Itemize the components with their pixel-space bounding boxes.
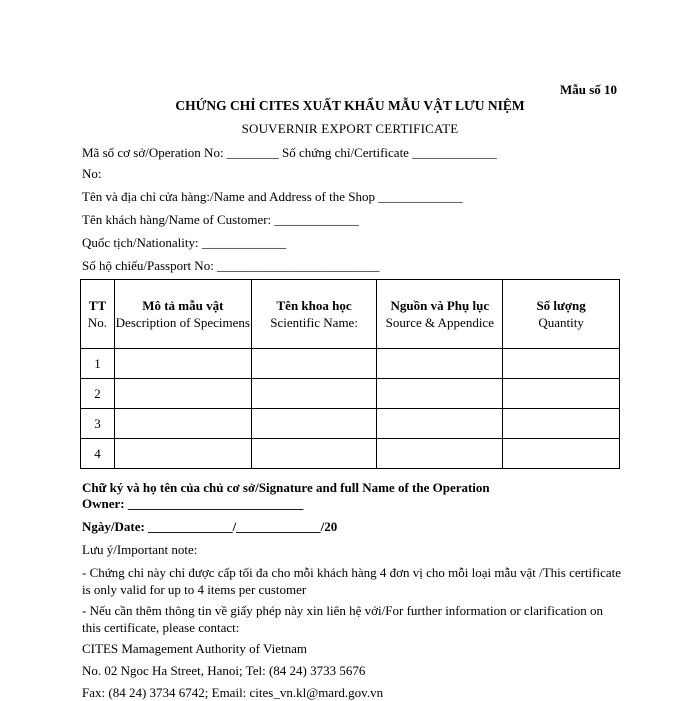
row-number: 4 bbox=[81, 439, 115, 469]
row-number: 1 bbox=[81, 349, 115, 379]
header-source-appendice: Nguồn và Phụ lục Source & Appendice bbox=[377, 280, 503, 349]
note-item-limit: - Chứng chỉ này chỉ được cấp tối đa cho mỗi khách hàng 4 đơn vị cho mỗi loại mẫu vật /This certificate is only valid for up to 4 items per customer bbox=[82, 565, 622, 597]
description-cell bbox=[114, 349, 251, 379]
source-cell bbox=[377, 349, 503, 379]
customer-line: Tên khách hàng/Name of Customer: _____________ bbox=[82, 212, 359, 227]
scientific-name-cell bbox=[251, 439, 377, 469]
quantity-cell bbox=[503, 379, 620, 409]
row-number: 3 bbox=[81, 409, 115, 439]
authority-name: CITES Mamagement Authority of Vietnam bbox=[82, 641, 307, 656]
specimen-table bbox=[80, 279, 620, 469]
no-line: No: bbox=[82, 166, 102, 181]
scientific-name-cell bbox=[251, 409, 377, 439]
table-row bbox=[81, 379, 620, 409]
quantity-cell bbox=[503, 439, 620, 469]
operation-certificate-line: Mã số cơ sở/Operation No: ________ Số chứng chỉ/Certificate _____________ bbox=[82, 145, 497, 160]
table-row bbox=[81, 409, 620, 439]
owner-line: Owner: ___________________________ bbox=[82, 496, 304, 511]
note-item-contact: - Nếu cần thêm thông tin về giấy phép này xin liên hệ với/For further information or clarification on this certificate, please contact: bbox=[82, 603, 603, 635]
certificate-subtitle: SOUVERNIR EXPORT CERTIFICATE bbox=[241, 121, 459, 136]
table-row bbox=[81, 349, 620, 379]
source-cell bbox=[377, 439, 503, 469]
row-number: 2 bbox=[81, 379, 115, 409]
signature-line: Chữ ký và họ tên của chủ cơ sở/Signature and full Name of the Operation bbox=[82, 480, 490, 495]
table-row bbox=[81, 439, 620, 469]
shop-line: Tên và địa chỉ cửa hàng:/Name and Address of the Shop _____________ bbox=[82, 189, 463, 204]
description-cell bbox=[114, 439, 251, 469]
quantity-cell bbox=[503, 409, 620, 439]
header-quantity: Số lượng Quantity bbox=[503, 280, 620, 349]
description-cell bbox=[114, 379, 251, 409]
certificate-title: CHỨNG CHỈ CITES XUẤT KHẨU MẪU VẬT LƯU NIỆM bbox=[175, 98, 525, 113]
header-description: Mô tả mẫu vật Description of Specimens bbox=[114, 280, 251, 349]
important-note-heading: Lưu ý/Important note: bbox=[82, 542, 198, 557]
header-scientific-name: Tên khoa học Scientific Name: bbox=[251, 280, 377, 349]
passport-line: Số hộ chiếu/Passport No: _________________________ bbox=[82, 258, 380, 273]
form-number: Mẫu số 10 bbox=[559, 82, 617, 97]
description-cell bbox=[114, 409, 251, 439]
quantity-cell bbox=[503, 349, 620, 379]
nationality-line: Quốc tịch/Nationality: _____________ bbox=[82, 235, 287, 250]
header-no: TT No. bbox=[81, 280, 115, 349]
date-line: Ngày/Date: _____________/_____________/20 bbox=[82, 519, 338, 534]
scientific-name-cell bbox=[251, 349, 377, 379]
scientific-name-cell bbox=[251, 379, 377, 409]
source-cell bbox=[377, 409, 503, 439]
authority-address: No. 02 Ngoc Ha Street, Hanoi; Tel: (84 24) 3733 5676 bbox=[82, 663, 366, 678]
authority-fax-email: Fax: (84 24) 3734 6742; Email: cites_vn.kl@mard.gov.vn bbox=[82, 685, 384, 700]
source-cell bbox=[377, 379, 503, 409]
table-header-row bbox=[81, 280, 620, 349]
